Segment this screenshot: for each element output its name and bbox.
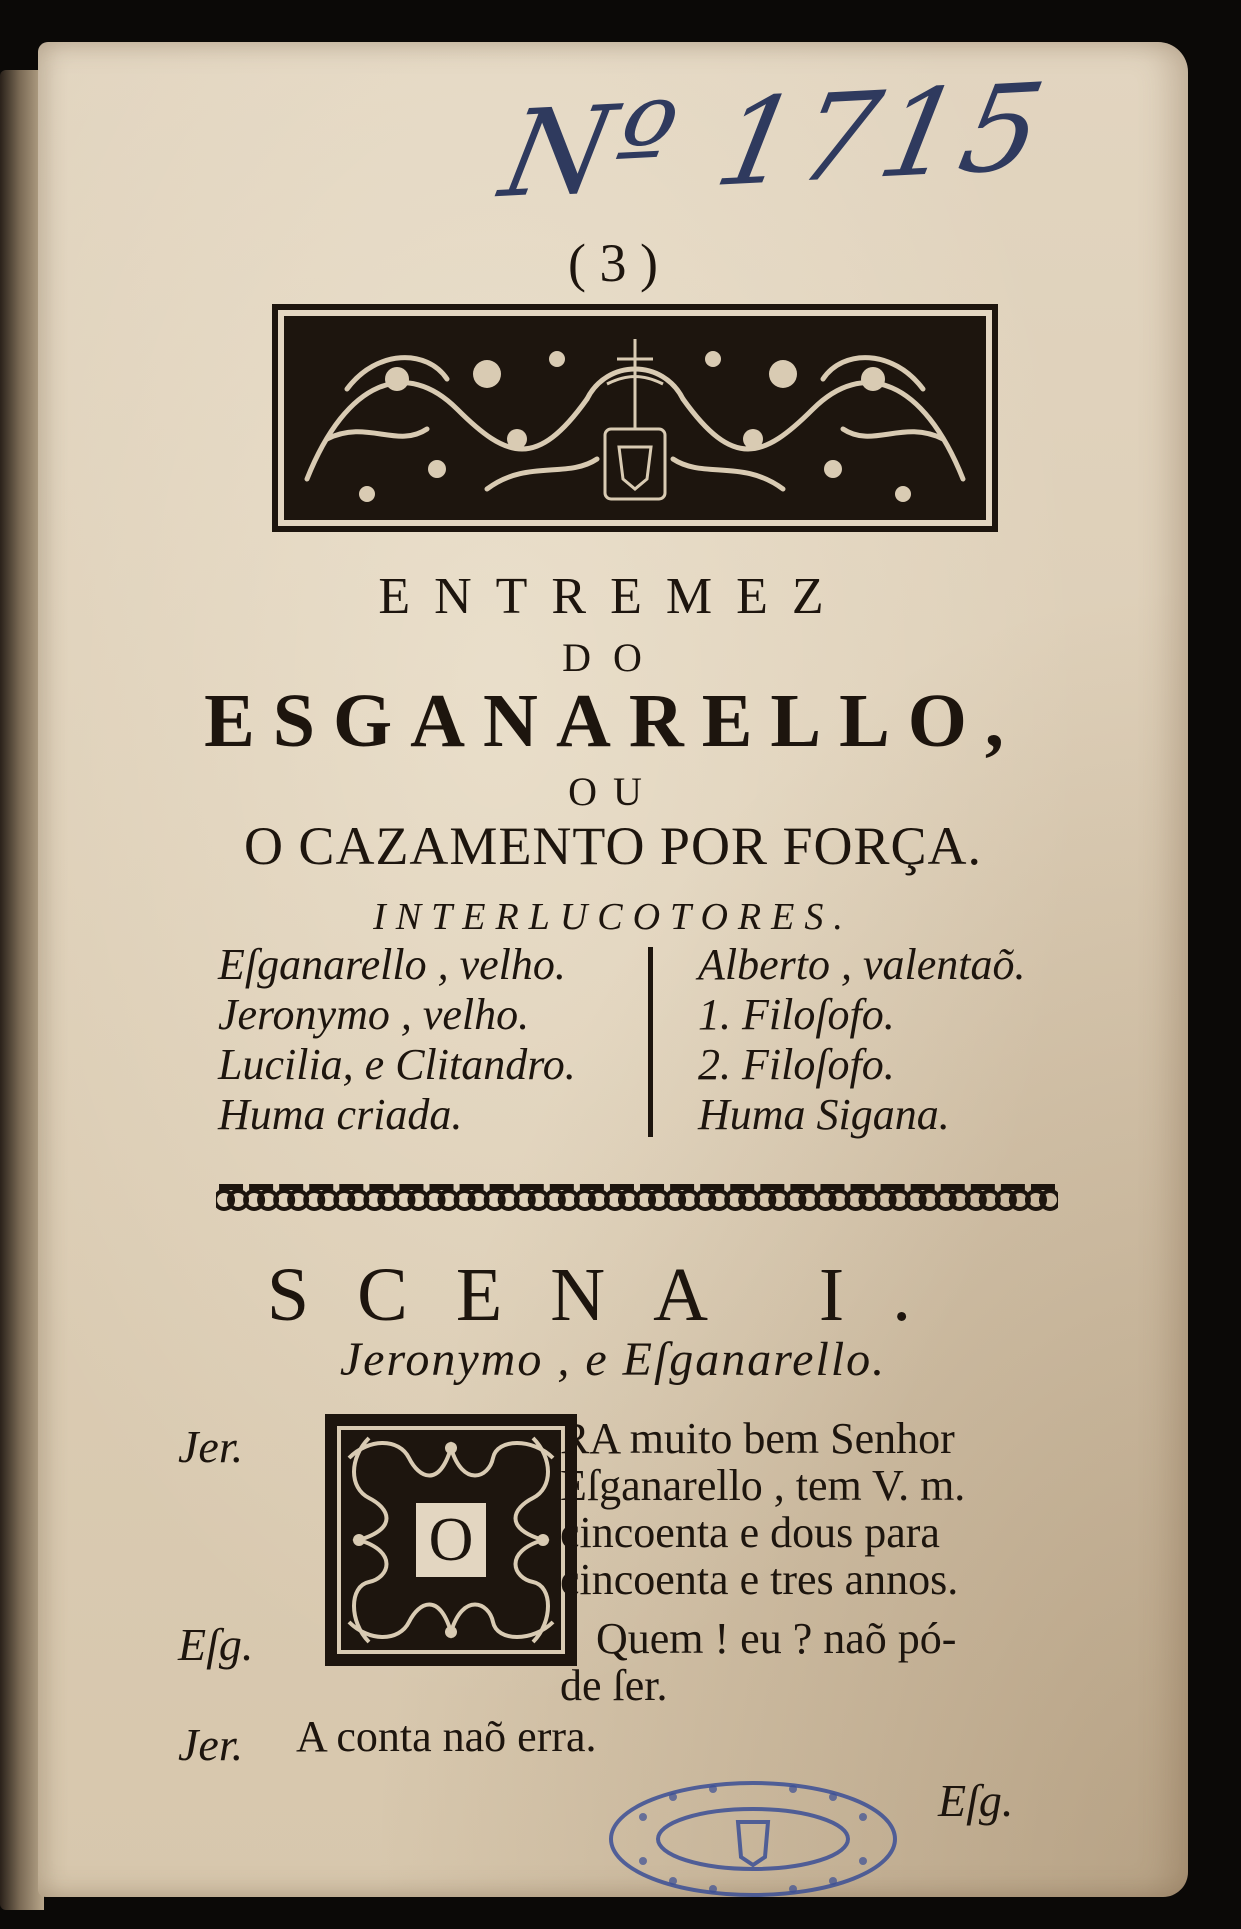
ornament-unit [726,1184,758,1209]
cast-heading: INTERLUCOTORES. [373,896,853,938]
dialogue-line: cincoenta e dous para [560,1508,940,1557]
ornament-unit [877,1184,909,1209]
ornament-unit [426,1184,458,1209]
ornament-unit [937,1184,969,1209]
ornament-unit [636,1184,668,1209]
ornament-unit [216,1184,247,1209]
floral-ornament-icon [287,319,983,517]
decorated-initial [325,1414,577,1666]
dialogue-line: A conta naõ erra. [296,1712,597,1761]
ornament-unit [245,1184,277,1209]
dialogue-line: Quem ! eu ? naõ pó- [596,1614,957,1663]
ornament-unit [816,1184,848,1209]
title-entremez: ENTREMEZ [378,568,848,625]
printers-ornament-row-icon [216,1182,1058,1218]
ornament-unit [365,1184,397,1209]
ornament-unit [1027,1184,1058,1209]
ornament-unit [546,1184,578,1209]
dialogue-line: Eſganarello , tem V. m. [560,1461,966,1510]
subtitle: O CAZAMENTO POR FORÇA. [243,816,983,876]
ornament-unit [666,1184,698,1209]
ornament-unit [516,1184,548,1209]
title-esganarello: ESGANARELLO, [204,679,1022,763]
ornament-unit [456,1184,488,1209]
ornament-unit [275,1184,307,1209]
ornament-unit [486,1184,518,1209]
woodcut-headpiece [272,304,998,532]
drop-cap-letter: O [413,1500,489,1580]
dialogue-line: RA muito bem Senhor [560,1414,955,1463]
ornament-unit [696,1184,728,1209]
cast-list-right [698,940,1026,1140]
ornament-unit [335,1184,367,1209]
speaker-label: Jer. [178,1421,244,1472]
ornament-unit [907,1184,939,1209]
ornament-unit [997,1184,1029,1209]
cast-member: Lucilia, e Clitandro. [218,1040,576,1089]
ornament-unit [606,1184,638,1209]
catchword: Eſg. [938,1775,1014,1826]
column-divider [648,947,653,1137]
ornament-unit [576,1184,608,1209]
ornament-unit [786,1184,818,1209]
cast-member: Huma Sigana. [698,1090,950,1139]
ornament-unit [305,1184,337,1209]
cast-list-left [218,940,576,1140]
page-number: ( 3 ) [568,233,658,293]
title-do: DO [562,635,664,680]
scene-characters: Jeronymo , e Eſganarello. [339,1333,887,1386]
cast-member: Alberto , valentaõ. [698,940,1026,989]
title-ou: OU [568,769,658,814]
book-page [38,42,1188,1897]
cast-member: 2. Filoſofo. [698,1040,895,1089]
ornament-unit [756,1184,788,1209]
ornament-unit [847,1184,879,1209]
scene-heading: SCENA I. [266,1253,960,1337]
cast-member: 1. Filoſofo. [698,990,895,1039]
ornament-unit [395,1184,427,1209]
handwritten-shelfmark: Nº 1715 [491,58,1058,226]
dialogue-line: de ſer. [560,1661,668,1710]
cast-member: Jeronymo , velho. [218,990,530,1039]
dialogue-line: cincoenta e tres annos. [560,1555,959,1604]
speaker-label: Jer. [178,1719,244,1770]
ornament-unit [967,1184,999,1209]
cast-member: Huma criada. [218,1090,463,1139]
speaker-label: Eſg. [178,1619,254,1670]
library-stamp-icon [603,1777,903,1902]
cast-member: Eſganarello , velho. [218,940,566,989]
